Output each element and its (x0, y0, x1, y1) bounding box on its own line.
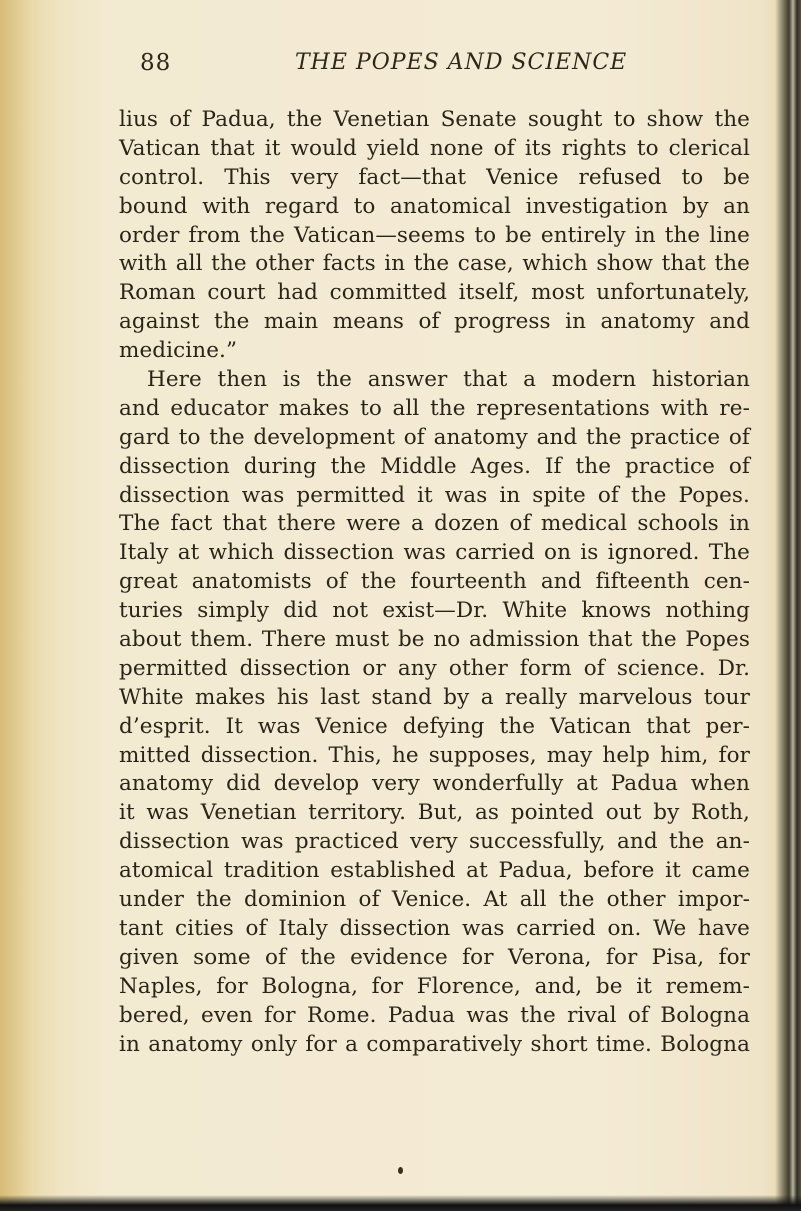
text-line: with all the other facts in the case, which show that the (119, 251, 750, 277)
text-line: about them. There must be no admission that the Popes (119, 627, 750, 653)
text-line: Roman court had committed itself, most unfortunately, (119, 280, 750, 306)
paragraph-2 (119, 366, 750, 1059)
text-line: atomical tradition established at Padua, before it came (119, 858, 750, 884)
text-line: gard to the development of anatomy and the practice of (119, 424, 750, 450)
text-line: under the dominion of Venice. At all the other impor- (119, 887, 750, 913)
text-line: given some of the evidence for Verona, for Pisa, for (119, 944, 750, 970)
text-line: great anatomists of the fourteenth and fifteenth cen- (119, 569, 750, 595)
paragraph-1 (119, 106, 750, 366)
text-line: dissection was practiced very successfully, and the an- (119, 829, 750, 855)
text-line: Naples, for Bologna, for Florence, and, be it remem- (119, 973, 750, 999)
running-title: THE POPES AND SCIENCE (295, 50, 628, 75)
text-line: permitted dissection or any other form of science. Dr. (119, 655, 750, 681)
page-number: 88 (140, 50, 172, 76)
text-line: Here then is the answer that a modern historian (147, 367, 750, 393)
text-line: mitted dissection. This, he supposes, may help him, for (119, 742, 750, 768)
page-gutter-shadow (0, 0, 60, 1211)
ink-speck (398, 1167, 403, 1174)
text-line: dissection was permitted it was in spite of the Popes. (119, 482, 750, 508)
page-edge-right (775, 0, 801, 1211)
text-line: lius of Padua, the Venetian Senate sought to show the (119, 107, 750, 132)
text-line: The fact that there were a dozen of medical schools in (119, 511, 750, 537)
text-line: it was Venetian territory. But, as pointed out by Roth, (119, 800, 750, 826)
text-line: bound with regard to anatomical investigation by an (119, 193, 750, 219)
running-head (120, 50, 720, 90)
text-line: dissection during the Middle Ages. If the practice of (119, 453, 750, 479)
body-text (119, 106, 750, 1059)
text-line: Italy at which dissection was carried on is ignored. The (119, 540, 750, 566)
text-line: bered, even for Rome. Padua was the rival of Bologna (119, 1002, 750, 1028)
text-line: d’esprit. It was Venice defying the Vatican that per- (119, 713, 750, 739)
text-line: White makes his last stand by a really marvelous tour (119, 684, 750, 710)
text-line: order from the Vatican—seems to be entirely in the line (119, 222, 750, 248)
text-line: and educator makes to all the representations with re- (119, 395, 750, 421)
text-line: turies simply did not exist—Dr. White knows nothing (119, 598, 750, 624)
text-line: in anatomy only for a comparatively short time. Bologna (119, 1031, 750, 1057)
text-line: against the main means of progress in anatomy and (119, 309, 750, 335)
page-edge-bottom (0, 1195, 801, 1211)
text-line: control. This very fact—that Venice refused to be (119, 164, 750, 190)
text-line: Vatican that it would yield none of its rights to clerical (119, 135, 750, 161)
text-line: tant cities of Italy dissection was carried on. We have (119, 915, 750, 941)
text-line: anatomy did develop very wonderfully at Padua when (119, 771, 750, 797)
text-line: medicine.” (119, 338, 238, 364)
